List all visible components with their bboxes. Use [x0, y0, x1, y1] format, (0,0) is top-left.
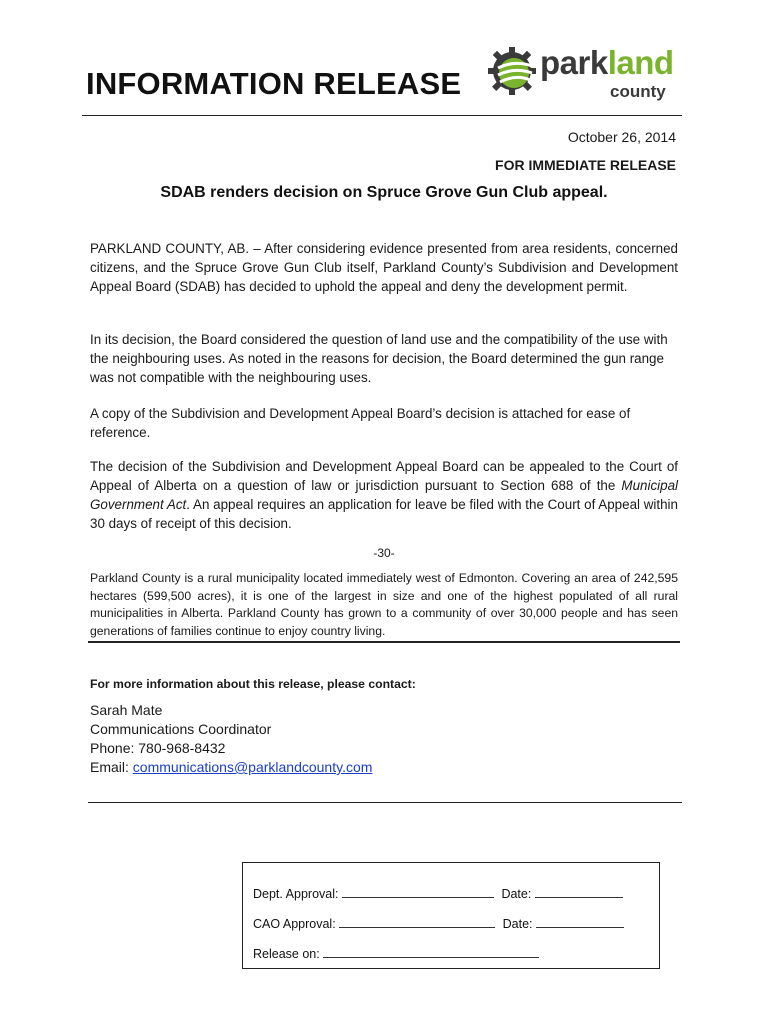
release-type: FOR IMMEDIATE RELEASE: [495, 157, 676, 173]
contact-name: Sarah Mate: [90, 702, 163, 718]
about-divider: [88, 641, 680, 643]
act-name: Municipal Government Act: [90, 478, 678, 512]
dept-approval-label: Dept. Approval:: [253, 887, 339, 901]
about-parkland-county: Parkland County is a rural municipality located immediately west of Edmonton. Covering an area of 242,595 hectares (599,500 acres), it is one of the largest in size and one of the highest populated of all rural municipalities in Alberta. Parkland County has grown to a community of over 30,000 people and has seen generations of families continue to enjoy country living.: [90, 571, 678, 638]
release-date: October 26, 2014: [567, 129, 676, 145]
logo-text-county: county: [610, 82, 666, 101]
contact-divider: [88, 802, 682, 803]
end-mark: -30-: [373, 546, 395, 560]
parkland-county-logo: [486, 44, 678, 104]
dept-approval-row: [253, 885, 623, 901]
header-divider: [82, 115, 682, 116]
logo-text-park: park: [540, 44, 608, 81]
logo-wordmark: [540, 44, 674, 82]
contact-email-line: [90, 759, 372, 775]
contact-heading: For more information about this release, please contact:: [90, 677, 416, 691]
dept-date-blank[interactable]: [535, 885, 623, 898]
cao-approval-blank[interactable]: [339, 915, 495, 928]
cao-date-label: Date:: [502, 917, 533, 931]
cao-approval-label: CAO Approval:: [253, 917, 336, 931]
email-label: Email:: [90, 759, 133, 775]
logo-text-land: land: [607, 44, 674, 81]
release-on-row: [253, 945, 539, 961]
gear-leaf-icon: [486, 44, 538, 96]
release-on-label: Release on:: [253, 947, 320, 961]
release-on-blank[interactable]: [323, 945, 539, 958]
approval-box: [242, 862, 660, 969]
contact-role: Communications Coordinator: [90, 721, 272, 737]
paragraph-4-text-b: . An appeal requires an application for leave be filed with the Court of Appeal within 30 days of receipt of this decision.: [90, 497, 678, 531]
cao-date-blank[interactable]: [536, 915, 624, 928]
email-link[interactable]: communications@parklandcounty.com: [132, 759, 373, 775]
cao-approval-row: [253, 915, 624, 931]
paragraph-4-text-a: The decision of the Subdivision and Development Appeal Board can be appealed to the Court of Appeal of Alberta on a question of law or jurisdiction pursuant to Section 688 of the: [90, 459, 678, 493]
headline: SDAB renders decision on Spruce Grove Gun Club appeal.: [160, 184, 608, 201]
paragraph-1: PARKLAND COUNTY, AB. – After considering evidence presented from area residents, concerned citizens, and the Spruce Grove Gun Club itself, Parkland County’s Subdivision and Development Appeal Board (SDAB) has decided to uphold the appeal and deny the development permit.: [90, 241, 678, 294]
paragraph-3: A copy of the Subdivision and Development Appeal Board’s decision is attached for ease of reference.: [90, 406, 631, 440]
dept-approval-blank[interactable]: [342, 885, 494, 898]
paragraph-2: In its decision, the Board considered the question of land use and the compatibility of the use with the neighbouring uses. As noted in the reasons for decision, the Board determined the gun range was not compatible with the neighbouring uses.: [90, 332, 668, 385]
contact-phone: Phone: 780-968-8432: [90, 740, 226, 756]
dept-date-label: Date:: [501, 887, 532, 901]
document-title: INFORMATION RELEASE: [86, 66, 462, 101]
paragraph-4: [90, 457, 678, 533]
